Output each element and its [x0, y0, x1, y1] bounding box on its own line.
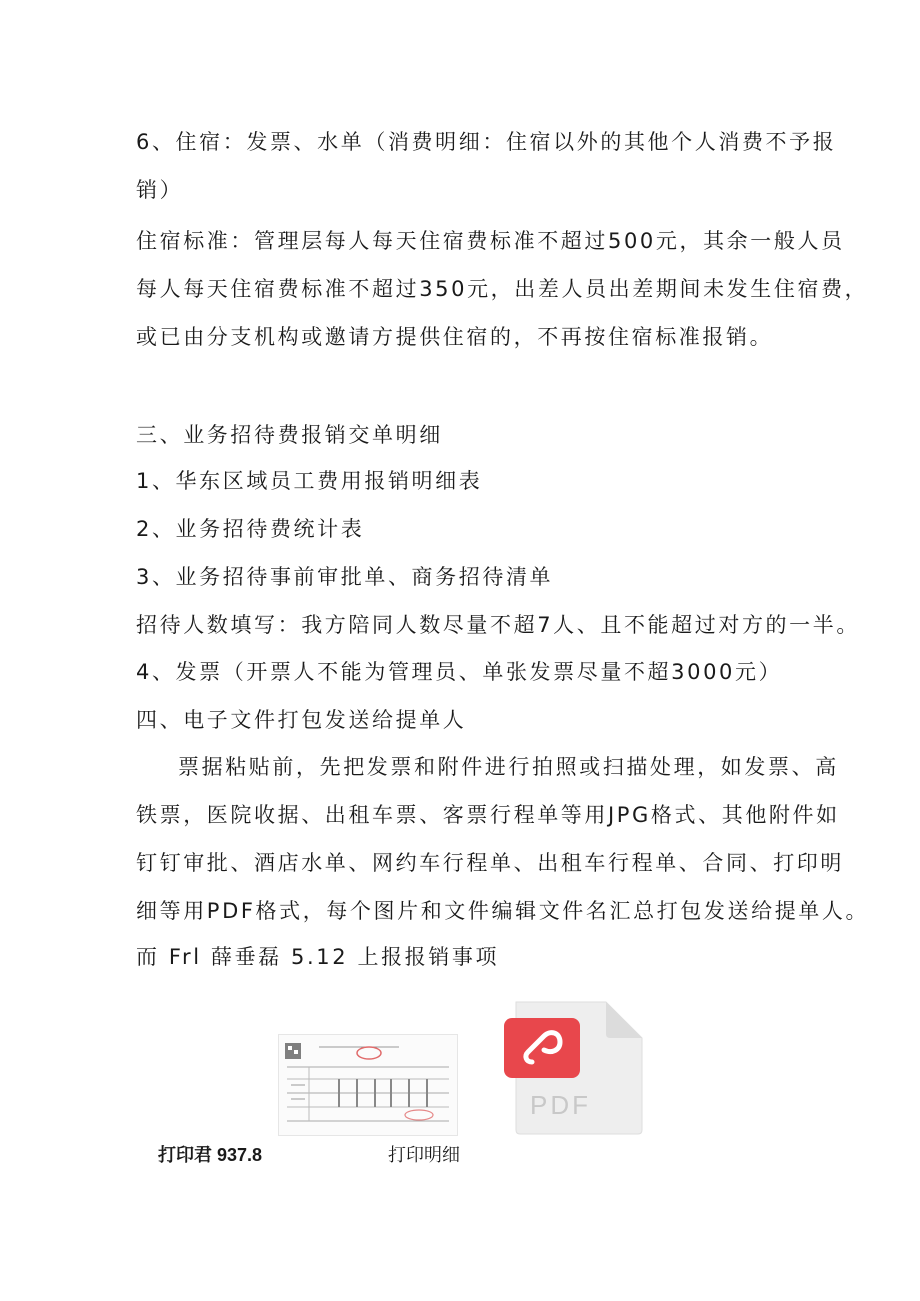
pdf-label: PDF: [530, 1090, 591, 1120]
paragraph-guest-count: 招待人数填写：我方陪同人数尽量不超7人、且不能超过对方的一半。: [136, 613, 860, 637]
paragraph-files-4: 细等用PDF格式，每个图片和文件编辑文件名汇总打包发送给提单人。: [136, 899, 870, 923]
paragraph-files-3: 钉钉审批、酒店水单、网约车行程单、出租车行程单、合同、打印明: [136, 851, 844, 875]
paragraph-report-note: 而 Frl 薛垂磊 5.12 上报报销事项: [136, 945, 500, 969]
list-item-2: 2、业务招待费统计表: [136, 517, 365, 541]
paragraph-files-1: 票据粘贴前，先把发票和附件进行拍照或扫描处理，如发票、高: [178, 755, 839, 779]
section-heading-entertainment: 三、业务招待费报销交单明细: [136, 423, 443, 447]
paragraph-lodging-title: 6、住宿：发票、水单（消费明细：住宿以外的其他个人消费不予报: [136, 130, 837, 154]
pdf-caption: 打印明细: [388, 1145, 460, 1165]
paragraph-lodging-standard-3: 或已由分支机构或邀请方提供住宿的，不再按住宿标准报销。: [136, 325, 774, 349]
invoice-image-icon: [279, 1035, 457, 1135]
paragraph-files-2: 铁票，医院收据、出租车票、客票行程单等用JPG格式、其他附件如: [136, 803, 840, 827]
paragraph-lodging-title-cont: 销）: [136, 178, 184, 202]
paragraph-lodging-standard-1: 住宿标准：管理层每人每天住宿费标准不超过500元，其余一般人员: [136, 229, 845, 253]
paragraph-lodging-standard-2: 每人每天住宿费标准不超过350元，出差人员出差期间未发生住宿费，: [136, 277, 869, 301]
invoice-caption: 打印君 937.8: [158, 1145, 263, 1165]
section-heading-electronic-files: 四、电子文件打包发送给提单人: [136, 708, 467, 732]
pdf-file-thumbnail[interactable]: [502, 998, 646, 1136]
invoice-thumbnail[interactable]: [278, 1034, 458, 1136]
list-item-1: 1、华东区域员工费用报销明细表: [136, 469, 483, 493]
list-item-4: 4、发票（开票人不能为管理员、单张发票尽量不超3000元）: [136, 660, 783, 684]
list-item-3: 3、业务招待事前审批单、商务招待清单: [136, 565, 554, 589]
